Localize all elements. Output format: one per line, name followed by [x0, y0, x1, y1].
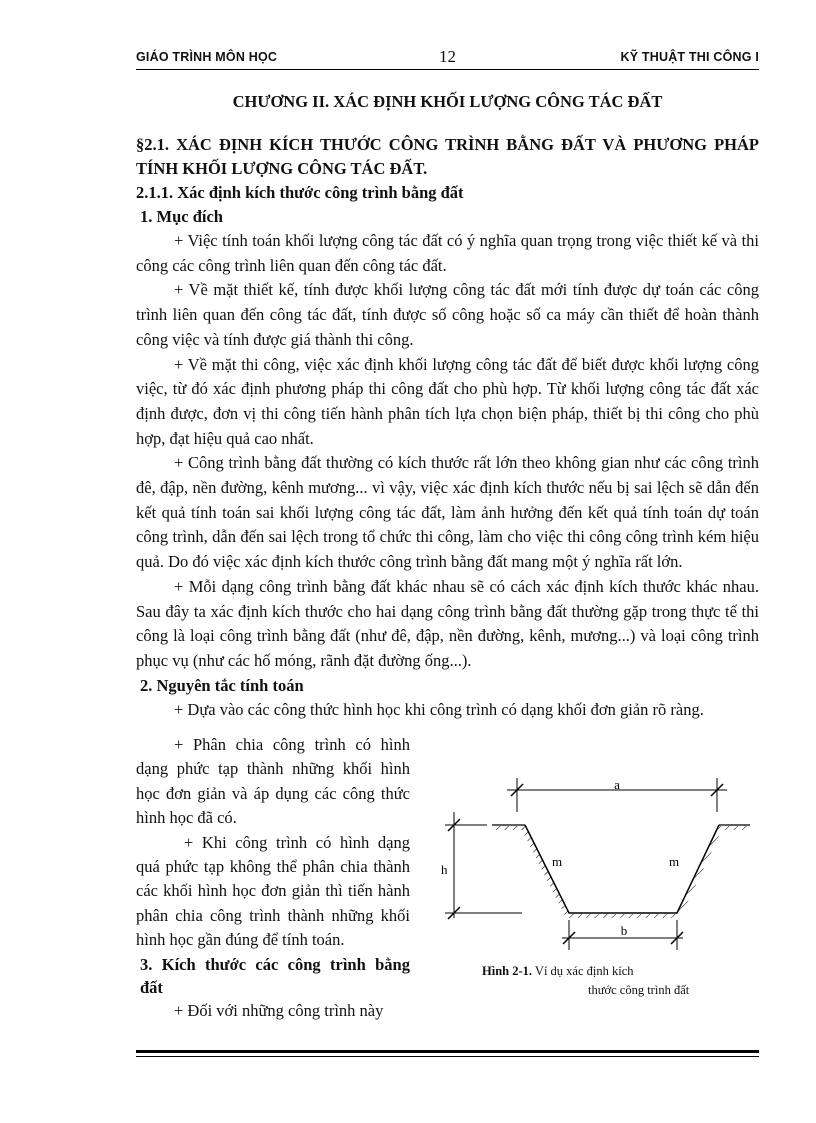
section-heading-line1: §2.1. XÁC ĐỊNH KÍCH THƯỚC CÔNG TRÌNH BẰNG ĐẤT VÀ PHƯƠNG PHÁP — [136, 135, 759, 154]
dimensions-heading-line2: đất — [140, 977, 163, 997]
label-m-left: m — [552, 854, 563, 869]
purpose-paragraph: + Việc tính toán khối lượng công tác đất có ý nghĩa quan trọng trong việc thiết kế và thi công các công trình liên quan đến công tác đất. — [136, 231, 759, 275]
bottom-width-dimension — [562, 920, 683, 950]
right-slope-hatch — [675, 828, 723, 916]
trapezoid-outline — [525, 825, 719, 913]
caption-figure-number: Hình 2-1. — [482, 964, 533, 978]
label-m-right: m — [669, 854, 680, 869]
purpose-paragraph: + Công trình bằng đất thường có kích thước rất lớn theo không gian như các công trình đê, đập, nền đường, kênh mương... vì vậy, việc xác định kích thước nếu bị sai lệch sẽ dẫn đến kết quả tính toán sai khối lượng công tác đất, làm ảnh hưởng đến kết quả tính toán dự toán công trình, dẫn đến sai lệch trong tổ chức thi công, làm cho việc thi công công trình kém hiệu quả. Do đó việc xác định kích thước công trình bằng đất mang một ý nghĩa rất lớn. — [136, 453, 759, 572]
purpose-heading: 1. Mục đích — [140, 207, 223, 226]
header-course-label: GIÁO TRÌNH MÔN HỌC — [136, 50, 278, 64]
ground-hatch-left — [492, 826, 525, 830]
page-number: 12 — [439, 47, 456, 66]
dimensions-heading-line1: 3. Kích thước các công trình bằng — [140, 954, 410, 974]
subsection-heading: 2.1.1. Xác định kích thước công trình bằng đất — [136, 183, 464, 202]
top-width-dimension — [507, 777, 727, 812]
division-paragraph: + Phân chia công trình có hình dạng phức tạp thành những khối hình học đơn giản và áp dụng các công thức hình học đã có. — [136, 735, 410, 828]
footer-divider-thick — [136, 1050, 759, 1053]
purpose-paragraph: + Về mặt thi công, việc xác định khối lượng công tác đất để biết được khối lượng công việc, từ đó xác định phương pháp thi công đất cho phù hợp. Từ khối lượng công tác đất xác định được, đơn vị thi công tiến hành phân tích lựa chọn biện pháp, thiết bị thi công cho phù hợp, đạt hiệu quả cao nhất. — [136, 354, 759, 448]
purpose-paragraph: + Về mặt thiết kế, tính được khối lượng công tác đất mới tính được dự toán các công trình liên quan đến công tác đất, tính được số công hoặc số ca máy cần thiết để hoàn thành công việc và tính được giá thành thi công. — [136, 280, 759, 349]
dimensions-paragraph: + Đối với những công trình này — [174, 1000, 384, 1020]
left-slope-hatch — [521, 828, 571, 916]
page-header — [136, 47, 759, 69]
purpose-paragraph: + Mỗi dạng công trình bằng đất khác nhau sẽ có cách xác định kích thước khác nhau. Sau đây ta xác định kích thước cho hai dạng công trình bằng đất thường gặp trong thực tế thi công là loại công trình bằng đất (như đê, đập, nền đường, kênh, mương...) và loại công trình phục vụ (như các hố móng, rãnh đặt đường ống...). — [136, 576, 759, 670]
principle-paragraph: + Dựa vào các công thức hình học khi công trình có dạng khối đơn giản rõ ràng. — [174, 699, 704, 719]
label-a: a — [614, 777, 620, 792]
principle-heading: 2. Nguyên tắc tính toán — [140, 675, 304, 695]
footer-divider-thin — [136, 1056, 759, 1057]
label-b: b — [620, 923, 628, 938]
figure-caption — [482, 962, 732, 1000]
left-column-text — [136, 733, 410, 1023]
caption-line2: thước công trình đất — [588, 983, 690, 997]
approximation-paragraph: + Khi công trình có hình dạng quá phức tạp không thể phân chia thành các khối hình học đơn giản thì tiến hành phân chia công trình thành những khối hình học gần đúng để tính toán. — [136, 832, 410, 950]
bottom-hatch — [569, 914, 677, 918]
label-h: h — [441, 862, 448, 877]
header-divider — [136, 69, 759, 70]
section-heading-line2: TÍNH KHỐI LƯỢNG CÔNG TÁC ĐẤT. — [136, 159, 428, 178]
chapter-title: CHƯƠNG II. XÁC ĐỊNH KHỐI LƯỢNG CÔNG TÁC ĐẤT — [232, 92, 663, 111]
header-subject-label: KỸ THUẬT THI CÔNG I — [620, 50, 759, 64]
ground-hatch-right — [719, 826, 750, 830]
caption-line1: Ví dụ xác định kích — [534, 964, 634, 978]
section-body — [136, 133, 759, 722]
